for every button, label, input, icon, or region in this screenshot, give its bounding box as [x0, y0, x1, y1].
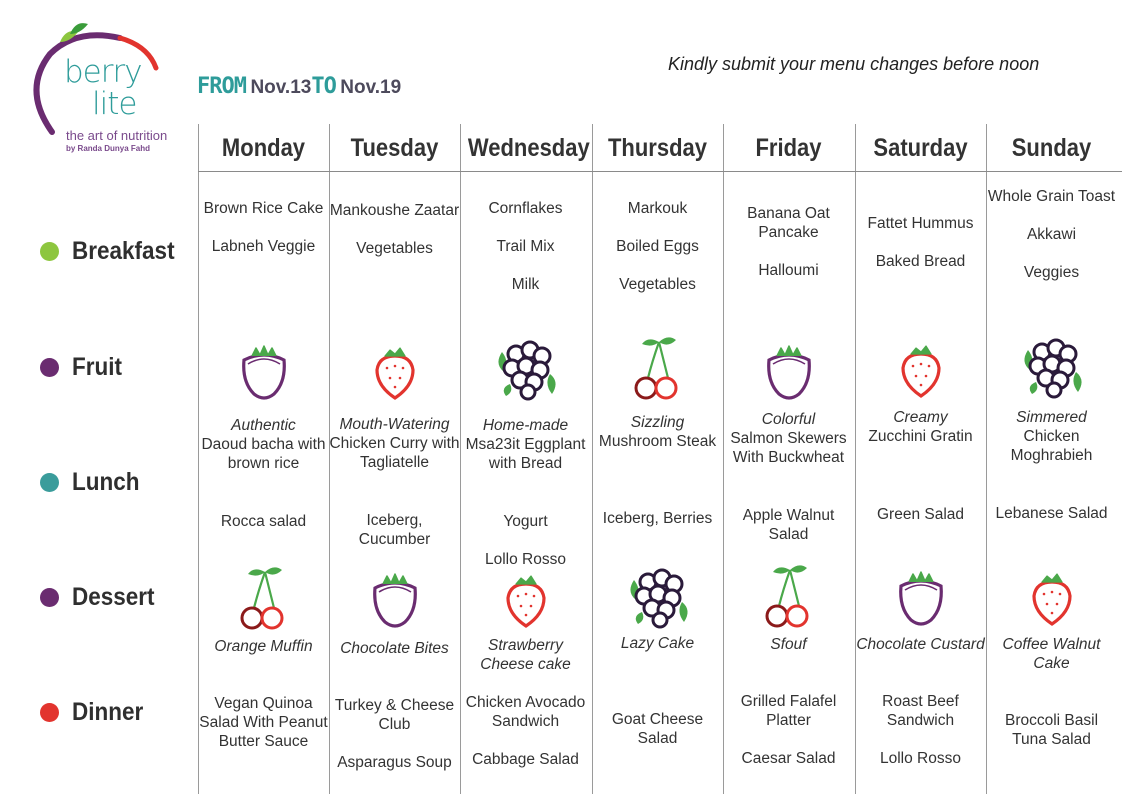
- dessert-cell: Chocolate Custard: [856, 636, 985, 653]
- dish-name: Msa23it Eggplant with Bread: [465, 436, 586, 472]
- lunch-main-cell: [198, 416, 329, 473]
- dish-name: Salmon Skewers With Buckwheat: [730, 430, 847, 466]
- breakfast-cell: [460, 199, 591, 294]
- menu-item: Roast Beef Sandwich: [882, 693, 959, 729]
- lunch-main-cell: [460, 416, 591, 473]
- lunch-main-cell: [723, 410, 854, 467]
- logo-word-1: berry: [64, 54, 142, 90]
- meal-label: Breakfast: [72, 236, 175, 265]
- menu-item: Caesar Salad: [741, 750, 836, 767]
- dish-adjective: Sizzling: [630, 414, 685, 431]
- meal-label: Fruit: [72, 352, 122, 381]
- dinner-cell: [723, 692, 854, 768]
- strawberry-icon: [359, 336, 431, 408]
- fruit-cell: [460, 334, 591, 406]
- lunch-side-cell: Green Salad: [876, 506, 965, 523]
- dinner-cell: [460, 693, 591, 769]
- fig-icon: [753, 336, 825, 408]
- menu-item: Brown Rice Cake: [203, 200, 324, 217]
- menu-item: Labneh Veggie: [211, 238, 316, 255]
- lunch-side-cell: Iceberg, Cucumber: [358, 512, 431, 548]
- breakfast-cell: [986, 187, 1117, 282]
- fruit-dot-icon: [40, 358, 59, 377]
- breakfast-cell: [723, 204, 854, 280]
- dish-adjective: Colorful: [761, 411, 816, 428]
- fig-icon: [359, 564, 431, 636]
- lunch-dot-icon: [40, 473, 59, 492]
- dinner-cell: [198, 694, 329, 751]
- menu-item: Turkey & Cheese Club: [334, 697, 455, 733]
- lunch-side-cell: Yogurt: [503, 513, 548, 530]
- meal-label: Lunch: [72, 467, 140, 496]
- dish-name: Mushroom Steak: [598, 433, 717, 450]
- dessert-icon-cell: [198, 562, 329, 634]
- menu-item: Trail Mix: [496, 238, 555, 255]
- grapes-icon: [490, 334, 562, 406]
- fruit-cell: [855, 334, 986, 406]
- meal-breakfast: [40, 237, 186, 265]
- dish-name: Chicken Moghrabieh: [1010, 428, 1093, 464]
- menu-item: Baked Bread: [875, 253, 966, 270]
- strawberry-icon: [885, 334, 957, 406]
- to-date: Nov.19: [340, 77, 402, 98]
- from-date: Nov.13: [250, 77, 312, 98]
- dinner-cell: [329, 696, 460, 772]
- dish-adjective: Creamy: [893, 409, 948, 426]
- menu-item: Vegetables: [356, 240, 433, 257]
- dish-adjective: Authentic: [231, 417, 296, 434]
- grapes-icon: [622, 562, 694, 634]
- menu-item: Lollo Rosso: [880, 750, 961, 767]
- dessert-cell: Lazy Cake: [620, 635, 695, 652]
- meal-dinner: [40, 698, 151, 726]
- logo-word-2: lite: [92, 86, 137, 122]
- meal-label: Dinner: [72, 697, 144, 726]
- menu-item: Akkawi: [1026, 226, 1077, 243]
- menu-item: Markouk: [627, 200, 688, 217]
- logo-byline: by Randa Dunya Fahd: [66, 144, 151, 153]
- menu-item: Cabbage Salad: [472, 751, 579, 768]
- menu-item: Halloumi: [758, 262, 819, 279]
- day-header-monday: Monday: [221, 134, 306, 162]
- dish-name: Chicken Curry with Tagliatelle: [329, 435, 460, 471]
- day-header-sunday: Sunday: [1011, 134, 1092, 162]
- dessert-icon-cell: [855, 562, 986, 634]
- menu-item: Vegan Quinoa Salad With Peanut Butter Sauce: [199, 695, 328, 750]
- dessert-icon-cell: [986, 562, 1117, 634]
- dessert-icon-cell: [460, 564, 591, 636]
- lunch-side-cell: Apple Walnut Salad: [742, 507, 835, 543]
- dinner-cell: [592, 710, 723, 748]
- menu-item: Chicken Avocado Sandwich: [465, 694, 586, 730]
- menu-item: Vegetables: [619, 276, 696, 293]
- cherry-icon: [228, 562, 300, 634]
- lunch-main-cell: [329, 415, 460, 472]
- lunch-side-cell: Lebanese Salad: [995, 505, 1108, 522]
- dessert-dot-icon: [40, 588, 59, 607]
- menu-item: Boiled Eggs: [616, 238, 699, 255]
- dessert-icon-cell: [723, 560, 854, 632]
- meal-fruit: [40, 353, 128, 381]
- fig-icon: [228, 336, 300, 408]
- header-divider: [198, 171, 1122, 172]
- dessert-cell: Coffee Walnut Cake: [1002, 636, 1101, 672]
- meal-label: Dessert: [72, 582, 155, 611]
- breakfast-cell: [855, 214, 986, 271]
- cherry-icon: [622, 332, 694, 404]
- menu-item: Goat Cheese Salad: [611, 711, 704, 747]
- dish-name: Zucchini Gratin: [868, 428, 973, 445]
- day-header-thursday: Thursday: [607, 134, 708, 162]
- lunch-main-cell: [592, 413, 723, 451]
- day-header-saturday: Saturday: [873, 134, 968, 162]
- lunch-side-cell-2: Lollo Rosso: [485, 551, 566, 568]
- dessert-cell: Chocolate Bites: [340, 640, 449, 657]
- menu-item: Veggies: [1023, 264, 1080, 281]
- dinner-dot-icon: [40, 703, 59, 722]
- to-label: TO: [311, 74, 336, 99]
- fruit-cell: [329, 336, 460, 408]
- grapes-icon: [1016, 332, 1088, 404]
- menu-item: Fattet Hummus: [867, 215, 974, 232]
- dish-adjective: Simmered: [1016, 409, 1087, 426]
- cherry-icon: [753, 560, 825, 632]
- dish-adjective: Home-made: [482, 417, 569, 434]
- fruit-cell: [723, 336, 854, 408]
- brand-logo: [30, 20, 170, 170]
- dinner-cell: [986, 711, 1117, 749]
- day-header-tuesday: Tuesday: [350, 134, 439, 162]
- fruit-cell: [198, 336, 329, 408]
- fig-icon: [885, 562, 957, 634]
- day-header-friday: Friday: [755, 134, 822, 162]
- dessert-icon-cell: [329, 564, 460, 636]
- dessert-cell: Sfouf: [770, 636, 807, 653]
- notice-text: Kindly submit your menu changes before noon: [668, 54, 1040, 74]
- lunch-side-cell: Rocca salad: [220, 513, 307, 530]
- dish-adjective: Mouth-Watering: [339, 416, 450, 433]
- lunch-main-cell: [986, 408, 1117, 465]
- strawberry-icon: [1016, 562, 1088, 634]
- dish-name: Daoud bacha with brown rice: [201, 436, 326, 472]
- lunch-side-cell: Iceberg, Berries: [602, 510, 713, 527]
- dessert-icon-cell: [592, 562, 723, 634]
- logo-tagline: the art of nutrition: [66, 128, 168, 143]
- strawberry-icon: [490, 564, 562, 636]
- menu-item: Mankoushe Zaatar: [329, 202, 460, 219]
- breakfast-cell: [329, 201, 460, 258]
- date-range: [197, 74, 401, 99]
- fruit-cell: [592, 332, 723, 404]
- menu-item: Whole Grain Toast: [987, 188, 1116, 205]
- fruit-cell: [986, 332, 1117, 404]
- breakfast-cell: [592, 199, 723, 294]
- breakfast-cell: [198, 199, 329, 256]
- menu-item: Grilled Falafel Platter: [740, 693, 837, 729]
- from-label: FROM: [197, 74, 246, 99]
- dessert-cell: Orange Muffin: [214, 638, 313, 655]
- dinner-cell: [855, 692, 986, 768]
- menu-item: Cornflakes: [488, 200, 563, 217]
- menu-item: Banana Oat Pancake: [747, 205, 830, 241]
- menu-item: Asparagus Soup: [337, 754, 452, 771]
- dessert-cell: Strawberry Cheese cake: [480, 637, 571, 673]
- meal-lunch: [40, 468, 147, 496]
- day-header-wednesday: Wednesday: [467, 134, 590, 162]
- menu-item: Milk: [511, 276, 540, 293]
- meal-dessert: [40, 583, 164, 611]
- lunch-main-cell: [855, 408, 986, 446]
- menu-item: Broccoli Basil Tuna Salad: [1004, 712, 1099, 748]
- breakfast-dot-icon: [40, 242, 59, 261]
